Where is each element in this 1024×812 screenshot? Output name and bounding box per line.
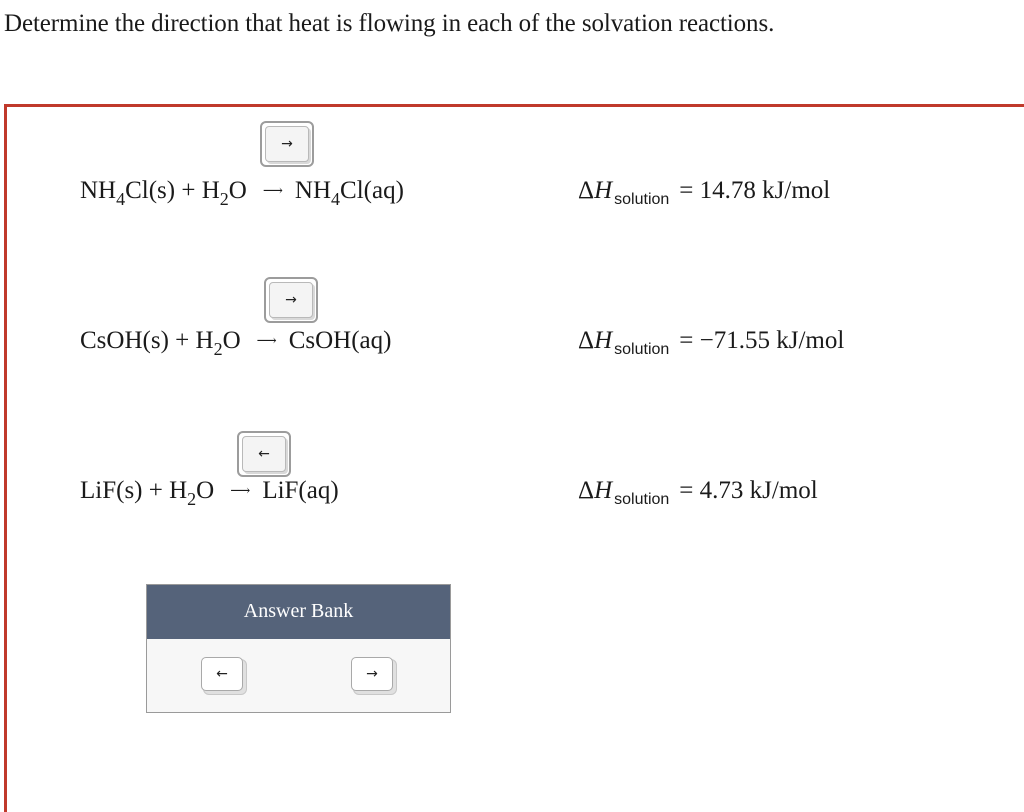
delta-symbol: Δ [578, 177, 595, 204]
water-subscript: 2 [187, 489, 197, 509]
enthalpy-subscript: solution [614, 191, 670, 208]
plus-sign: + [181, 177, 196, 204]
left-arrow-tile[interactable]: ← [201, 657, 243, 691]
delta-symbol: Δ [578, 477, 595, 504]
enthalpy-label-1 [578, 176, 830, 215]
drop-zone-1[interactable] [260, 121, 314, 167]
product-subscript: 4 [331, 189, 341, 209]
enthalpy-value: 4.73 kJ/mol [699, 477, 818, 504]
answer-bank [146, 584, 451, 713]
enthalpy-symbol: H [594, 477, 613, 504]
water-oxygen: O [222, 327, 241, 354]
reactant-subscript: 4 [116, 189, 126, 209]
placed-arrow-tile-1[interactable]: → [265, 126, 309, 162]
product-state: Cl(aq) [340, 177, 404, 204]
yield-arrow-icon: ⟶ [256, 334, 277, 349]
water-formula: H [201, 177, 220, 204]
plus-sign: + [148, 477, 163, 504]
question-prompt: Determine the direction that heat is flowing in each of the solvation reactions. [4, 10, 775, 37]
placed-arrow-tile-2[interactable]: → [269, 282, 313, 318]
plus-sign: + [175, 327, 190, 354]
water-oxygen: O [228, 177, 247, 204]
drop-zone-2[interactable] [264, 277, 318, 323]
reactant-formula: LiF(s) [80, 477, 143, 504]
reactant-state: Cl(s) [125, 177, 176, 204]
reaction-equation-2 [80, 326, 391, 357]
enthalpy-subscript: solution [614, 491, 670, 508]
reactant-formula: NH [80, 177, 117, 204]
enthalpy-symbol: H [594, 327, 613, 354]
reaction-equation-3 [80, 476, 339, 507]
yield-arrow-icon: ⟶ [262, 184, 283, 199]
equals-sign: = [679, 477, 694, 504]
enthalpy-value: −71.55 kJ/mol [699, 327, 845, 354]
placed-arrow-tile-3[interactable]: ← [242, 436, 286, 472]
product-formula: NH [294, 177, 332, 204]
product-formula: CsOH(aq) [288, 327, 392, 354]
water-oxygen: O [196, 477, 215, 504]
product-formula: LiF(aq) [262, 477, 339, 504]
water-subscript: 2 [213, 339, 223, 359]
equals-sign: = [679, 327, 694, 354]
right-arrow-tile[interactable]: → [351, 657, 393, 691]
reactant-formula: CsOH(s) [80, 327, 169, 354]
enthalpy-symbol: H [594, 177, 613, 204]
yield-arrow-icon: ⟶ [230, 484, 251, 499]
enthalpy-label-2 [578, 326, 844, 365]
equals-sign: = [679, 177, 694, 204]
water-subscript: 2 [219, 189, 229, 209]
delta-symbol: Δ [578, 327, 595, 354]
enthalpy-value: 14.78 kJ/mol [699, 177, 831, 204]
water-formula: H [195, 327, 214, 354]
enthalpy-label-3 [578, 476, 818, 515]
enthalpy-subscript: solution [614, 341, 670, 358]
answer-bank-title: Answer Bank [147, 585, 450, 639]
water-formula: H [169, 477, 188, 504]
drop-zone-3[interactable] [237, 431, 291, 477]
reaction-equation-1 [80, 176, 404, 207]
